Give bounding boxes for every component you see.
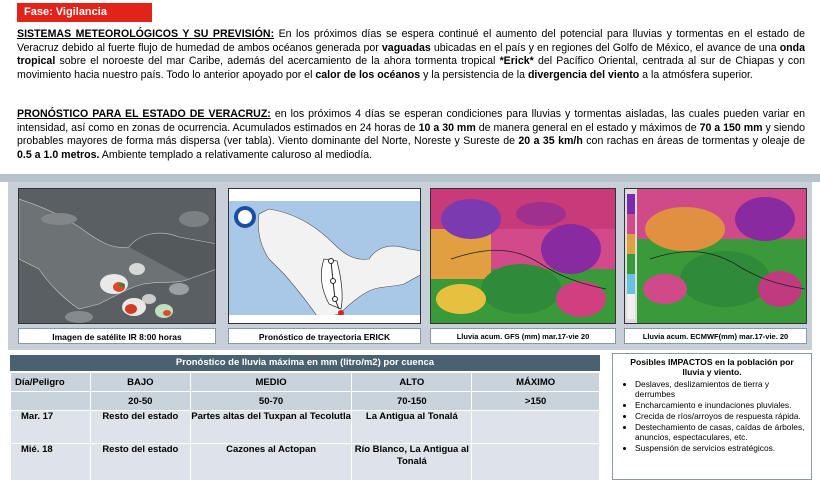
header-medio: MEDIO: [190, 373, 352, 392]
systems-bold: vaguadas: [381, 41, 431, 54]
trajectory-forecast-image: [228, 188, 421, 324]
section-divider: [0, 174, 820, 182]
range-blank: [11, 392, 91, 411]
systems-bold: calor de los océanos: [315, 68, 421, 81]
row-bajo: Resto del estado: [90, 444, 190, 481]
forecast-bold: 0.5 a 1.0 metros.: [17, 148, 100, 161]
forecast-heading: PRONÓSTICO PARA EL ESTADO DE VERACRUZ:: [17, 108, 271, 120]
range-maximo: >150: [472, 392, 600, 411]
header-bajo: BAJO: [90, 373, 190, 392]
ecmwf-caption: Lluvia acum. ECMWF(mm) mar.17-vie. 20: [624, 328, 807, 344]
systems-heading: SISTEMAS METEOROLÓGICOS Y SU PREVISIÓN:: [17, 28, 275, 40]
list-item: • Destechamiento de casas, caídas de árboles, anuncios, espectaculares, etc.: [635, 422, 807, 442]
row-max: [472, 411, 600, 444]
table-row: [11, 444, 600, 481]
forecast-text: con rachas en áreas de tormentas y oleaje de: [582, 135, 805, 147]
systems-bold: divergencia del viento: [527, 68, 640, 81]
systems-paragraph: [17, 28, 805, 82]
rain-forecast-table: [10, 372, 600, 481]
satellite-caption: Imagen de satélite IR 8:00 horas: [18, 328, 216, 344]
forecast-text: de manera general en el estado y máximos de: [475, 121, 700, 134]
ecmwf-rain-map: [624, 188, 807, 324]
list-item: • Suspensión de servicios estratégicos.: [635, 443, 807, 453]
header-maximo: MÁXIMO: [472, 373, 600, 392]
forecast-bold: 70 a 150 mm: [699, 121, 763, 134]
range-medio: 50-70: [190, 392, 352, 411]
row-day: Mié. 18: [11, 444, 91, 481]
list-item: • Deslaves, deslizamientos de tierra y derrumbes: [635, 379, 807, 399]
forecast-bold: 20 a 35 km/h: [518, 135, 583, 147]
impacts-box: [612, 353, 812, 480]
systems-text: sobre el noroeste del mar Caribe, además del acercamiento de la ahora tormenta tropical: [55, 55, 500, 67]
forecast-paragraph: [17, 108, 805, 162]
impacts-list: [613, 379, 811, 453]
gfs-caption: Lluvia acum. GFS (mm) mar.17-vie 20: [430, 328, 616, 344]
table-range-row: [11, 392, 600, 411]
forecast-text: y siendo probables mayores de forma más dispersa (ver tabla). Viento dominante del Norte, Noreste y Sureste de: [17, 121, 805, 147]
header-alto: ALTO: [352, 373, 472, 392]
row-medio: Cazones al Actopan: [190, 444, 352, 481]
row-max: [472, 444, 600, 481]
rain-table-title: Pronóstico de lluvia máxima en mm (litro/m2) por cuenca: [10, 355, 600, 371]
row-alto: Río Blanco, La Antigua al Tonalá: [352, 444, 472, 481]
table-header-row: [11, 373, 600, 392]
row-medio: Partes altas del Tuxpan al Tecolutla: [190, 411, 352, 444]
systems-bold: *Erick*: [499, 55, 534, 67]
systems-text: a la atmósfera superior.: [639, 68, 753, 81]
systems-text: y la persistencia de la: [420, 68, 528, 81]
list-item: • Crecida de ríos/arroyos de respuesta rápida.: [635, 411, 807, 421]
trajectory-caption: Pronóstico de trayectoria ERICK: [228, 328, 421, 344]
satellite-ir-image: [18, 188, 216, 324]
row-day: Mar. 17: [11, 411, 91, 444]
range-bajo: 20-50: [90, 392, 190, 411]
systems-bold: onda tropical: [17, 41, 805, 67]
range-alto: 70-150: [352, 392, 472, 411]
systems-text: ubicadas en el país y en regiones del Golfo de México, el avance de una: [430, 41, 780, 54]
list-item: • Encharcamiento e inundaciones pluviales.: [635, 400, 807, 410]
forecast-text: Ambiente templado a relativamente caluroso al mediodía.: [99, 148, 373, 161]
forecast-text: en los próximos 4 días se esperan condiciones para lluvias y tormentas aisladas, las cuales pueden variar en intensidad, así como en zonas de ocurrencia. Acumulados estimados en 24 horas de: [17, 108, 805, 134]
systems-text: del Pacífico Oriental, centrada al sur de Chiapas y con movimiento hacia nuestro país. Todo lo anterior apoyado por el: [17, 55, 805, 81]
phase-badge: Fase: Vigilancia: [17, 3, 152, 22]
row-alto: La Antigua al Tonalá: [352, 411, 472, 444]
impacts-title: Posibles IMPACTOS en la población por lluvia y viento.: [630, 357, 794, 377]
table-row: [11, 411, 600, 444]
forecast-bold: 10 a 30 mm: [418, 121, 476, 134]
systems-text: En los próximos días se espera continué el aumento del potencial para lluvias y tormentas en el estado de Veracruz debido al fuerte flujo de humedad de ambos océanos generada por: [17, 28, 805, 54]
gfs-rain-map: [430, 188, 616, 324]
row-bajo: Resto del estado: [90, 411, 190, 444]
header-day-hazard: Día/Peligro: [11, 373, 91, 392]
